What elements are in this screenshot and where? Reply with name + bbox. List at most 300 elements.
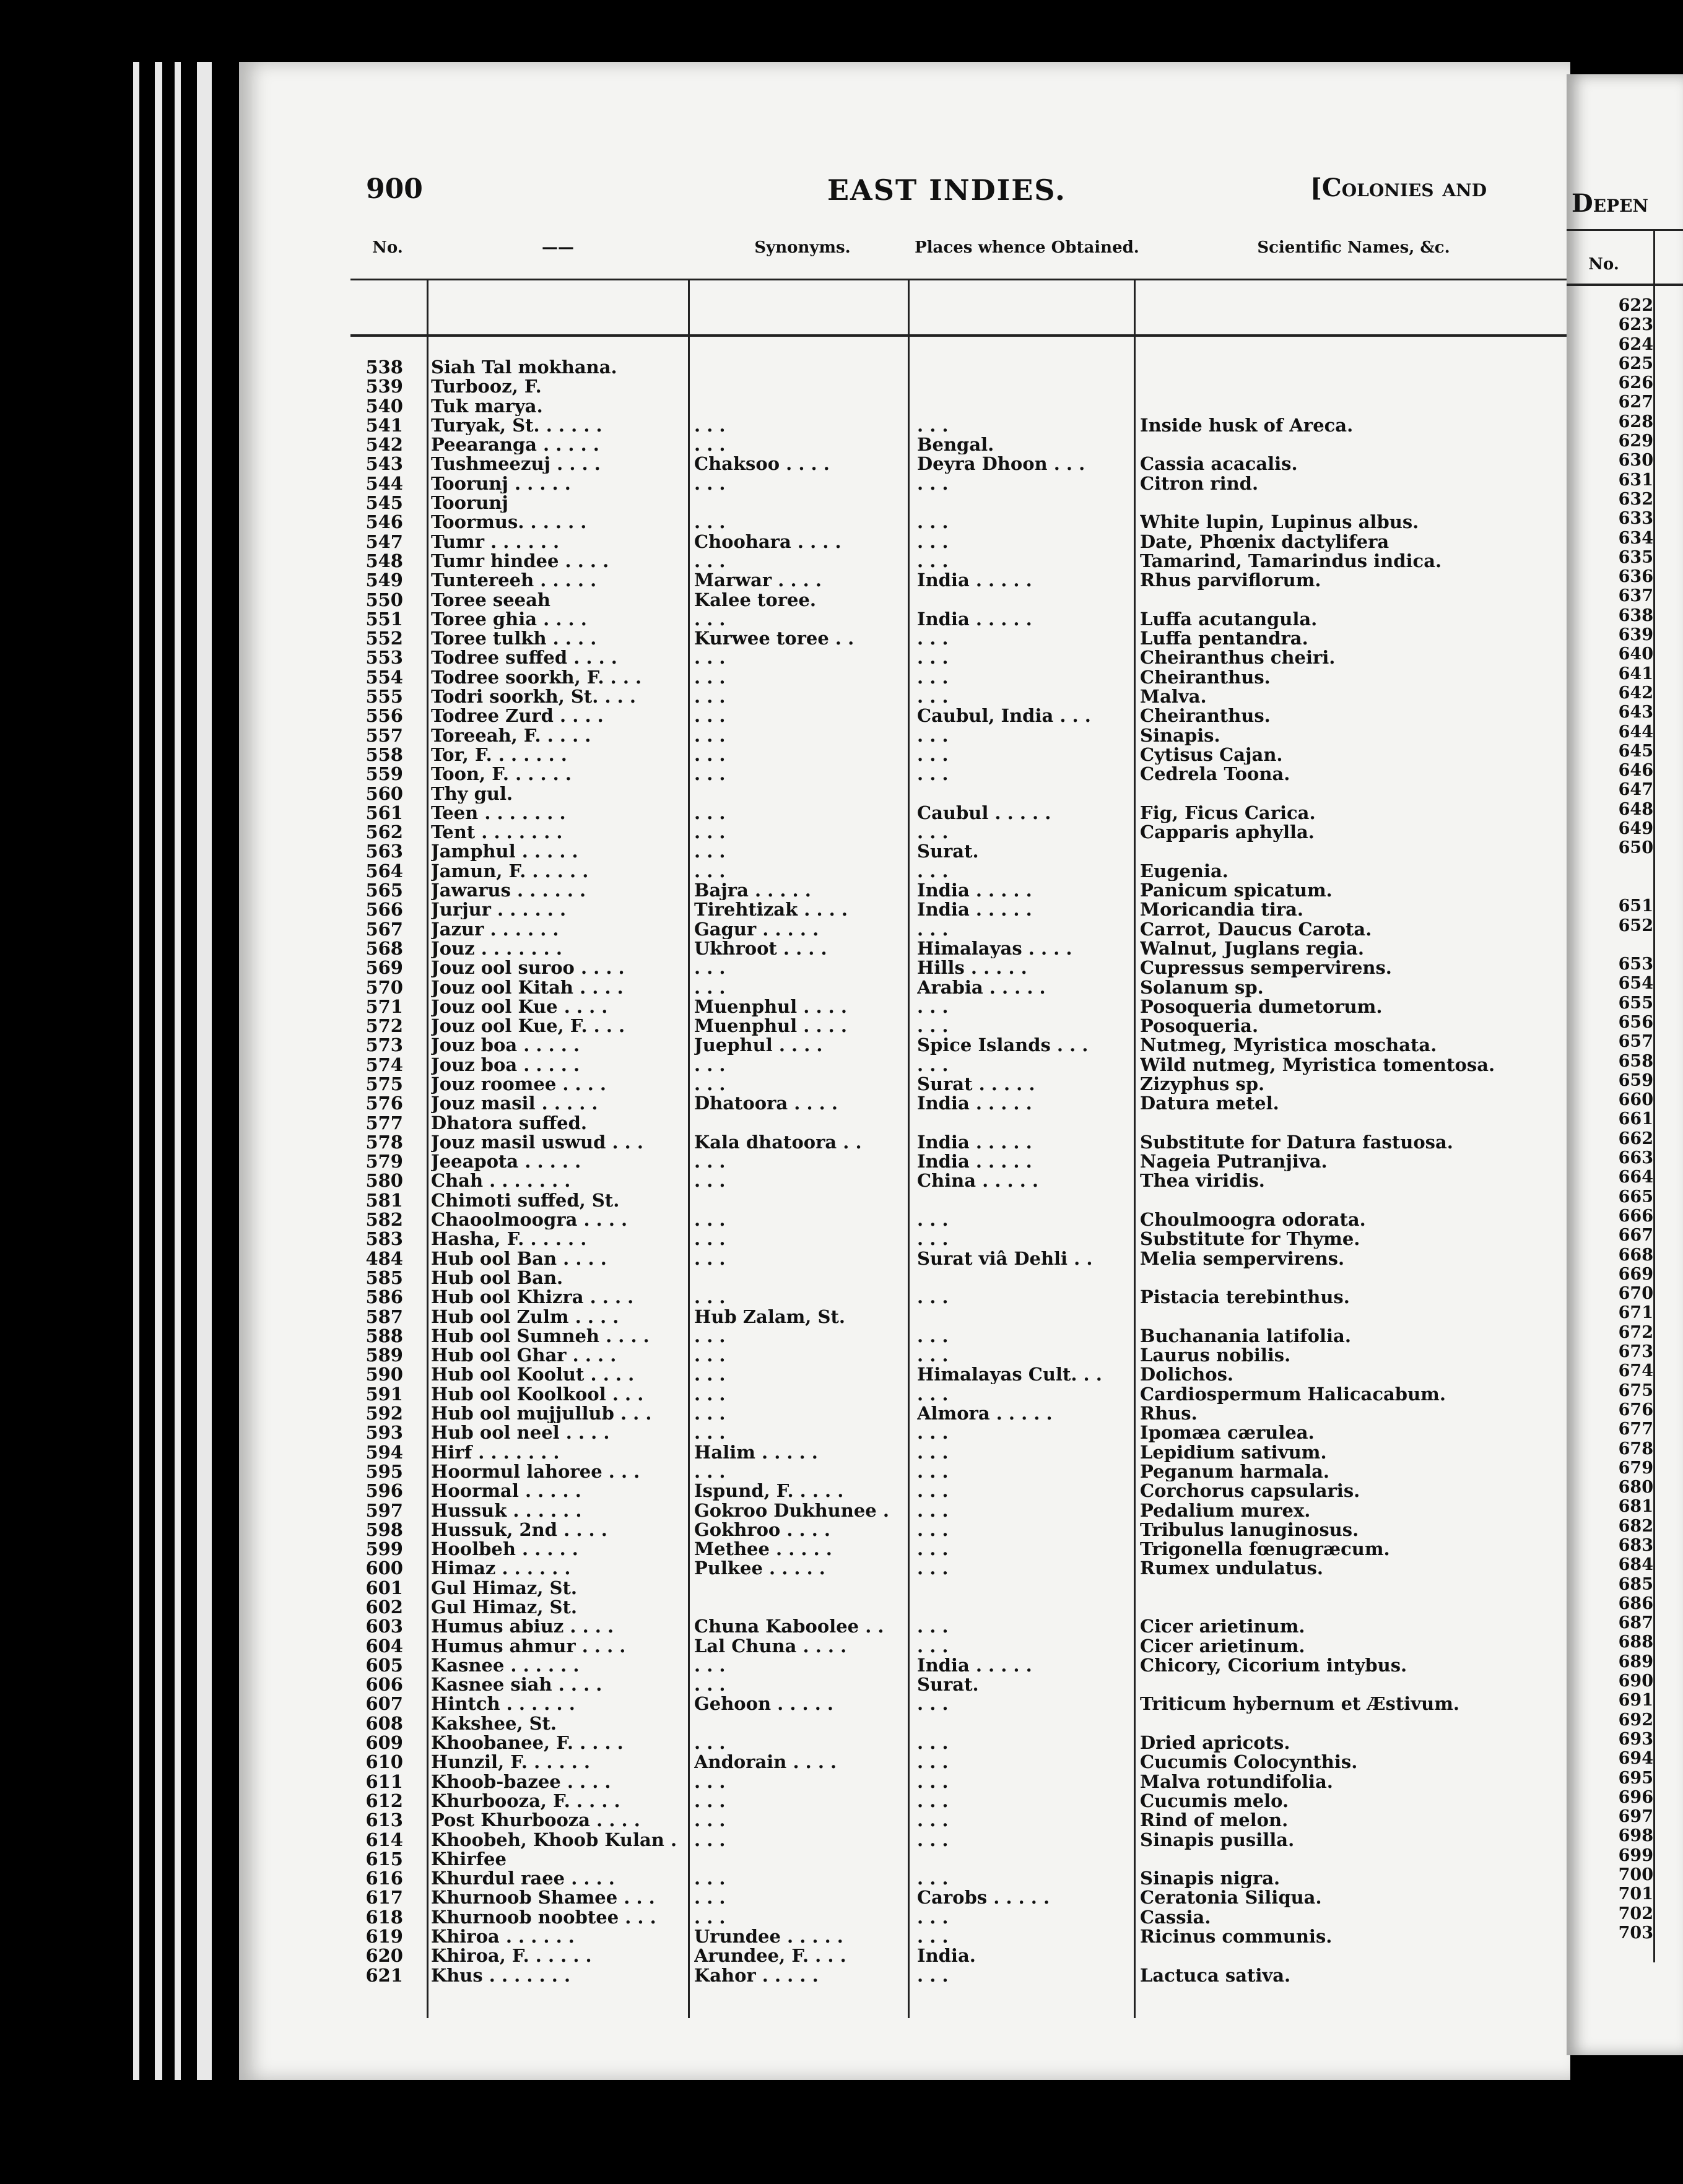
- synonym: Kalee toree.: [694, 590, 817, 610]
- row-number: 612: [365, 1791, 403, 1811]
- item-name: Hub ool Ghar . . . .: [431, 1346, 617, 1366]
- next-page-row-number: 643: [1618, 703, 1653, 722]
- place-obtained: India . . . . .: [917, 1152, 1032, 1172]
- scientific-name: Date, Phœnix dactylifera: [1140, 532, 1389, 552]
- next-page-row-number: 675: [1618, 1380, 1653, 1400]
- synonym: . . .: [694, 726, 726, 745]
- synonym: . . .: [694, 1733, 726, 1753]
- next-page-row-number: 670: [1618, 1284, 1653, 1304]
- item-name: Toorunj: [431, 493, 508, 513]
- row-number: 558: [365, 745, 403, 765]
- synonym: . . .: [694, 1326, 726, 1346]
- item-name: Hussuk, 2nd . . . .: [431, 1520, 607, 1540]
- next-page-row-number: 668: [1618, 1245, 1653, 1265]
- synonym: . . .: [694, 1210, 726, 1230]
- item-name: Khoobeh, Khoob Kulan .: [431, 1830, 677, 1850]
- scientific-name: Cassia acacalis.: [1140, 454, 1298, 474]
- next-page-row-number: 657: [1618, 1032, 1653, 1052]
- item-name: Hintch . . . . . .: [431, 1694, 575, 1714]
- place-obtained: . . .: [917, 1442, 949, 1462]
- scientific-name: Dried apricots.: [1140, 1733, 1290, 1753]
- item-name: Hub ool Koolkool . . .: [431, 1384, 644, 1404]
- table-row: [239, 1714, 1570, 1733]
- synonym: . . .: [694, 513, 726, 532]
- table-row: [239, 1501, 1570, 1520]
- table-row: [239, 881, 1570, 900]
- page-title: EAST INDIES.: [827, 173, 1066, 207]
- item-name: Post Khurbooza . . . .: [431, 1811, 640, 1831]
- table-row: [239, 784, 1570, 804]
- table-row: [239, 1423, 1570, 1442]
- place-obtained: . . .: [917, 667, 949, 687]
- item-name: Jawarus . . . . . .: [431, 881, 586, 901]
- row-number: 601: [365, 1578, 403, 1598]
- scientific-name: Rhus.: [1140, 1404, 1198, 1424]
- next-page-row-number: 683: [1618, 1536, 1653, 1555]
- row-number: 606: [365, 1675, 403, 1695]
- item-name: Hub ool neel . . . .: [431, 1423, 610, 1443]
- synonym: Arundee, F. . . .: [694, 1946, 846, 1966]
- item-name: Toon, F. . . . . .: [431, 765, 572, 784]
- item-name: Khiroa . . . . . .: [431, 1927, 575, 1947]
- synonym: Juephul . . . .: [694, 1036, 823, 1055]
- table-row: [239, 1133, 1570, 1152]
- next-page-running-header: Depen: [1572, 189, 1649, 218]
- table-row: [239, 745, 1570, 765]
- item-name: Jouz ool Kue, F. . . .: [431, 1016, 625, 1036]
- scientific-name: Cupressus sempervirens.: [1140, 958, 1392, 978]
- row-number: 599: [365, 1540, 403, 1559]
- next-page-row-number: 647: [1618, 780, 1653, 800]
- table-row: [239, 629, 1570, 648]
- table-row: [239, 552, 1570, 571]
- synonym: . . .: [694, 1830, 726, 1850]
- scientific-name: Substitute for Thyme.: [1140, 1229, 1360, 1249]
- row-number: 595: [365, 1462, 403, 1481]
- row-number: 596: [365, 1481, 403, 1501]
- place-obtained: . . .: [917, 474, 949, 493]
- row-number: 615: [365, 1849, 403, 1869]
- next-page-row-number: 674: [1618, 1361, 1653, 1381]
- synonym: Methee . . . . .: [694, 1540, 832, 1559]
- item-name: Kasnee . . . . . .: [431, 1655, 580, 1675]
- scientific-name: Posoqueria dumetorum.: [1140, 997, 1383, 1016]
- place-obtained: Caubul . . . . .: [917, 803, 1051, 823]
- place-obtained: . . .: [917, 648, 949, 668]
- place-obtained: China . . . . .: [917, 1171, 1039, 1191]
- scientific-name: Cheiranthus.: [1140, 706, 1271, 726]
- table-row: [239, 862, 1570, 881]
- place-obtained: . . .: [917, 1753, 949, 1772]
- table-row: [239, 591, 1570, 610]
- place-obtained: India.: [917, 1946, 976, 1966]
- synonym: Kurwee toree . .: [694, 629, 855, 649]
- item-name: Gul Himaz, St.: [431, 1598, 577, 1617]
- scientific-name: Cucumis Colocynthis.: [1140, 1753, 1358, 1772]
- next-page-row-number: 642: [1618, 683, 1653, 703]
- table-row: [239, 823, 1570, 842]
- scientific-name: Choulmoogra odorata.: [1140, 1210, 1366, 1230]
- scientific-name: Ceratonia Siliqua.: [1140, 1888, 1322, 1908]
- scientific-name: Chicory, Cicorium intybus.: [1140, 1655, 1407, 1675]
- row-number: 546: [365, 513, 403, 532]
- row-number: 607: [365, 1694, 403, 1714]
- item-name: Humus abiuz . . . .: [431, 1617, 614, 1637]
- table-row: [239, 1288, 1570, 1307]
- synonym: Lal Chuna . . . .: [694, 1636, 847, 1656]
- table-row: [239, 358, 1570, 377]
- place-obtained: . . .: [917, 1055, 949, 1075]
- next-page-row-number: 640: [1618, 644, 1653, 664]
- synonym: Halim . . . . .: [694, 1442, 818, 1462]
- item-name: Jouz ool Kue . . . .: [431, 997, 608, 1016]
- table-row: [239, 1114, 1570, 1133]
- synonym: Muenphul . . . .: [694, 997, 847, 1016]
- row-number: 590: [365, 1365, 403, 1385]
- table-row: [239, 1656, 1570, 1675]
- synonym: Kahor . . . . .: [694, 1965, 819, 1985]
- scientific-name: Rumex undulatus.: [1140, 1559, 1323, 1579]
- next-page-row-number: 697: [1618, 1807, 1653, 1827]
- row-number: 611: [365, 1772, 403, 1792]
- table-row: [239, 1927, 1570, 1946]
- row-number: 571: [365, 997, 403, 1016]
- place-obtained: . . .: [917, 745, 949, 765]
- table-row: [239, 1540, 1570, 1559]
- table-row: [239, 997, 1570, 1016]
- next-page-row-number: 626: [1618, 373, 1653, 393]
- place-obtained: Almora . . . . .: [917, 1404, 1053, 1424]
- table-row: [239, 1075, 1570, 1094]
- row-number: 552: [365, 629, 403, 649]
- book-spine-edge-4: [197, 62, 212, 2080]
- synonym: Hub Zalam, St.: [694, 1307, 845, 1327]
- scientific-name: Cheiranthus cheiri.: [1140, 648, 1336, 668]
- next-page-column-header-no: No.: [1588, 255, 1619, 274]
- item-name: Toree ghia . . . .: [431, 609, 587, 629]
- item-name: Jamphul . . . . .: [431, 842, 578, 862]
- table-row: [239, 648, 1570, 667]
- place-obtained: Himalayas . . . .: [917, 938, 1072, 958]
- next-page-row-number: 624: [1618, 334, 1653, 354]
- row-number: 484: [365, 1249, 403, 1268]
- book-spine-edge-3: [175, 62, 181, 2080]
- next-page-row-number: 632: [1618, 489, 1653, 509]
- scientific-name: Inside husk of Areca.: [1140, 415, 1354, 435]
- row-number: 617: [365, 1888, 403, 1908]
- item-name: Toreeah, F. . . . .: [431, 726, 591, 745]
- table-row: [239, 1753, 1570, 1772]
- item-name: Chimoti suffed, St.: [431, 1190, 620, 1210]
- row-number: 610: [365, 1753, 403, 1772]
- synonym: . . .: [694, 667, 726, 687]
- next-page-row-number: 689: [1618, 1652, 1653, 1671]
- next-page-row-number: 699: [1618, 1845, 1653, 1865]
- table-row: [239, 571, 1570, 590]
- item-name: Hub ool mujjullub . . .: [431, 1404, 652, 1424]
- table-row: [239, 1152, 1570, 1171]
- place-obtained: . . .: [917, 415, 949, 435]
- row-number: 549: [365, 571, 403, 591]
- next-page-row-number: 661: [1618, 1109, 1653, 1129]
- item-name: Hirf . . . . . . .: [431, 1442, 560, 1462]
- table-row: [239, 726, 1570, 745]
- place-obtained: . . .: [917, 1520, 949, 1540]
- scientific-name: Cardiospermum Halicacabum.: [1140, 1384, 1446, 1404]
- table-row: [239, 1443, 1570, 1462]
- place-obtained: . . .: [917, 1540, 949, 1559]
- row-number: 580: [365, 1171, 403, 1191]
- next-page-row-number: 686: [1618, 1593, 1653, 1613]
- row-number: 576: [365, 1094, 403, 1114]
- place-obtained: . . .: [917, 765, 949, 784]
- synonym: . . .: [694, 1365, 726, 1385]
- row-number: 597: [365, 1501, 403, 1520]
- place-obtained: India . . . . .: [917, 1132, 1032, 1152]
- row-number: 560: [365, 784, 403, 804]
- scientific-name: Sinapis.: [1140, 726, 1220, 745]
- item-name: Tor, F. . . . . . .: [431, 745, 567, 765]
- place-obtained: . . .: [917, 1733, 949, 1753]
- table-row: [239, 1811, 1570, 1830]
- scientific-name: Posoqueria.: [1140, 1016, 1259, 1036]
- row-number: 547: [365, 532, 403, 552]
- scientific-name: Cedrela Toona.: [1140, 765, 1290, 784]
- row-number: 602: [365, 1598, 403, 1617]
- synonym: Ispund, F. . . . .: [694, 1481, 844, 1501]
- row-number: 568: [365, 938, 403, 958]
- place-obtained: Caubul, India . . .: [917, 706, 1091, 726]
- synonym: Marwar . . . .: [694, 571, 822, 591]
- item-name: Jouz boa . . . . .: [431, 1036, 580, 1055]
- scientific-name: Pedalium murex.: [1140, 1501, 1311, 1520]
- next-page-row-number: 696: [1618, 1787, 1653, 1807]
- table-row: [239, 1520, 1570, 1540]
- scientific-name: Laurus nobilis.: [1140, 1346, 1291, 1366]
- item-name: Toree seeah: [431, 590, 550, 610]
- synonym: . . .: [694, 1888, 726, 1908]
- table-row: [239, 1772, 1570, 1792]
- item-name: Jouz . . . . . . .: [431, 938, 562, 958]
- table-row: [239, 1637, 1570, 1656]
- item-name: Hub ool Sumneh . . . .: [431, 1326, 650, 1346]
- item-name: Jouz masil . . . . .: [431, 1094, 598, 1114]
- place-obtained: . . .: [917, 551, 949, 571]
- next-page-row-number: 631: [1618, 470, 1653, 490]
- item-name: Tent . . . . . . .: [431, 823, 563, 843]
- synonym: . . .: [694, 1288, 726, 1307]
- row-number: 553: [365, 648, 403, 668]
- scientific-name: Wild nutmeg, Myristica tomentosa.: [1140, 1055, 1495, 1075]
- next-page-row-number: 701: [1618, 1884, 1653, 1904]
- scientific-name: Luffa pentandra.: [1140, 629, 1308, 649]
- place-obtained: . . .: [917, 1346, 949, 1366]
- scientific-name: Substitute for Datura fastuosa.: [1140, 1132, 1453, 1152]
- table-row: [239, 1946, 1570, 1965]
- next-page-row-number: 666: [1618, 1206, 1653, 1226]
- table-row: [239, 958, 1570, 977]
- next-page-row-number: [1548, 935, 1653, 955]
- row-number: 574: [365, 1055, 403, 1075]
- synonym: Gokhroo . . . .: [694, 1520, 831, 1540]
- next-page-row-number: 667: [1618, 1226, 1653, 1246]
- next-page-row-number: 648: [1618, 799, 1653, 819]
- table-row: [239, 1055, 1570, 1075]
- row-number: 609: [365, 1733, 403, 1753]
- place-obtained: . . .: [917, 513, 949, 532]
- place-obtained: India . . . . .: [917, 609, 1032, 629]
- table-row: [239, 1888, 1570, 1907]
- row-number: 575: [365, 1074, 403, 1094]
- item-name: Turyak, St. . . . . .: [431, 415, 602, 435]
- place-obtained: India . . . . .: [917, 900, 1032, 920]
- synonym: . . .: [694, 1869, 726, 1889]
- next-page-row-number: 649: [1618, 819, 1653, 839]
- synonym: . . .: [694, 823, 726, 843]
- table-top-rule-2: [350, 334, 1567, 337]
- next-page-row-number: 678: [1618, 1439, 1653, 1458]
- row-number: 613: [365, 1811, 403, 1831]
- item-name: Kasnee siah . . . .: [431, 1675, 602, 1695]
- synonym: . . .: [694, 1772, 726, 1792]
- table-row: [239, 1792, 1570, 1811]
- next-page-row-number: 662: [1618, 1129, 1653, 1148]
- scientific-name: Tribulus lanuginosus.: [1140, 1520, 1359, 1540]
- synonym: . . .: [694, 977, 726, 997]
- place-obtained: . . .: [917, 1617, 949, 1637]
- synonym: . . .: [694, 958, 726, 978]
- row-number: 587: [365, 1307, 403, 1327]
- item-name: Khoobanee, F. . . . .: [431, 1733, 624, 1753]
- place-obtained: . . .: [917, 861, 949, 881]
- row-number: 561: [365, 803, 403, 823]
- next-page-row-number: [1548, 877, 1653, 896]
- table-row: [239, 1617, 1570, 1636]
- next-page-row-number: 692: [1618, 1710, 1653, 1730]
- row-number: 548: [365, 551, 403, 571]
- item-name: Todree suffed . . . .: [431, 648, 617, 668]
- item-name: Siah Tal mokhana.: [431, 358, 617, 377]
- synonym: . . .: [694, 861, 726, 881]
- scientific-name: Fig, Ficus Carica.: [1140, 803, 1316, 823]
- place-obtained: . . .: [917, 823, 949, 843]
- row-number: 581: [365, 1190, 403, 1210]
- place-obtained: Spice Islands . . .: [917, 1036, 1089, 1055]
- next-page-row-number: 635: [1618, 547, 1653, 567]
- place-obtained: . . .: [917, 726, 949, 745]
- next-page-divider: [1653, 229, 1655, 1962]
- synonym: Urundee . . . . .: [694, 1927, 843, 1947]
- table-row: [239, 435, 1570, 454]
- table-row: [239, 1869, 1570, 1888]
- place-obtained: . . .: [917, 1811, 949, 1831]
- item-name: Jouz masil uswud . . .: [431, 1132, 643, 1152]
- table-row: [239, 1579, 1570, 1598]
- item-name: Hoormal . . . . .: [431, 1481, 581, 1501]
- column-header-name: ——: [542, 238, 574, 257]
- item-name: Khurnoob noobtee . . .: [431, 1907, 656, 1927]
- table-row: [239, 1094, 1570, 1113]
- table-row: [239, 765, 1570, 784]
- next-page-row-number: 623: [1618, 315, 1653, 335]
- table-row: [239, 1850, 1570, 1869]
- place-obtained: . . .: [917, 1423, 949, 1443]
- place-obtained: India . . . . .: [917, 1094, 1032, 1114]
- next-page-row-number: 665: [1618, 1187, 1653, 1207]
- book-spine-edge-1: [133, 62, 139, 2080]
- place-obtained: . . .: [917, 532, 949, 552]
- table-row: [239, 1733, 1570, 1753]
- scientific-name: Trigonella fœnugræcum.: [1140, 1540, 1390, 1559]
- next-page-row-number: 703: [1618, 1923, 1653, 1943]
- scientific-name: Nutmeg, Myristica moschata.: [1140, 1036, 1437, 1055]
- scientific-name: Cheiranthus.: [1140, 667, 1271, 687]
- item-name: Khirfee: [431, 1849, 507, 1869]
- next-page-row-number: 664: [1618, 1168, 1653, 1187]
- next-page-row-number: 659: [1618, 1070, 1653, 1090]
- item-name: Tuntereeh . . . . .: [431, 571, 597, 591]
- row-number: 583: [365, 1229, 403, 1249]
- row-number: 614: [365, 1830, 403, 1850]
- place-obtained: . . .: [917, 919, 949, 939]
- next-page-row-number: 677: [1618, 1419, 1653, 1439]
- table-row: [239, 900, 1570, 919]
- row-number: 594: [365, 1442, 403, 1462]
- synonym: Kala dhatoora . .: [694, 1132, 862, 1152]
- item-name: Tuk marya.: [431, 396, 543, 416]
- place-obtained: . . .: [917, 1869, 949, 1889]
- table-row: [239, 454, 1570, 474]
- row-number: 591: [365, 1384, 403, 1404]
- synonym: Choohara . . . .: [694, 532, 842, 552]
- item-name: Todree soorkh, F. . . .: [431, 667, 642, 687]
- table-row: [239, 1307, 1570, 1327]
- scientific-name: Cucumis melo.: [1140, 1791, 1289, 1811]
- item-name: Jurjur . . . . . .: [431, 900, 567, 920]
- table-row: [239, 1249, 1570, 1268]
- place-obtained: . . .: [917, 1501, 949, 1520]
- next-page-row-number: 684: [1618, 1555, 1653, 1575]
- synonym: . . .: [694, 745, 726, 765]
- place-obtained: . . .: [917, 629, 949, 649]
- row-number: 589: [365, 1346, 403, 1366]
- scientific-name: Lactuca sativa.: [1140, 1965, 1291, 1985]
- row-number: 539: [365, 377, 403, 397]
- table-row: [239, 513, 1570, 532]
- table-row: [239, 804, 1570, 823]
- next-page-row-number: 688: [1618, 1632, 1653, 1652]
- synonym: . . .: [694, 765, 726, 784]
- item-name: Kakshee, St.: [431, 1714, 557, 1733]
- next-page-row-number: 693: [1618, 1729, 1653, 1749]
- next-page-row-number: 680: [1618, 1478, 1653, 1497]
- next-page-row-number: 650: [1618, 838, 1653, 858]
- next-page-row-number: 679: [1618, 1458, 1653, 1478]
- row-number: 538: [365, 358, 403, 377]
- scientific-name: Dolichos.: [1140, 1365, 1234, 1385]
- place-obtained: India . . . . .: [917, 881, 1032, 901]
- table-row: [239, 1210, 1570, 1229]
- place-obtained: . . .: [917, 1791, 949, 1811]
- book-page: [239, 62, 1570, 2080]
- table-row: [239, 1268, 1570, 1288]
- synonym: . . .: [694, 842, 726, 862]
- column-header-synonyms: Synonyms.: [754, 238, 851, 257]
- synonym: Bajra . . . . .: [694, 881, 811, 901]
- item-name: Khurnoob Shamee . . .: [431, 1888, 655, 1908]
- synonym: Pulkee . . . . .: [694, 1559, 825, 1579]
- synonym: Muenphul . . . .: [694, 1016, 847, 1036]
